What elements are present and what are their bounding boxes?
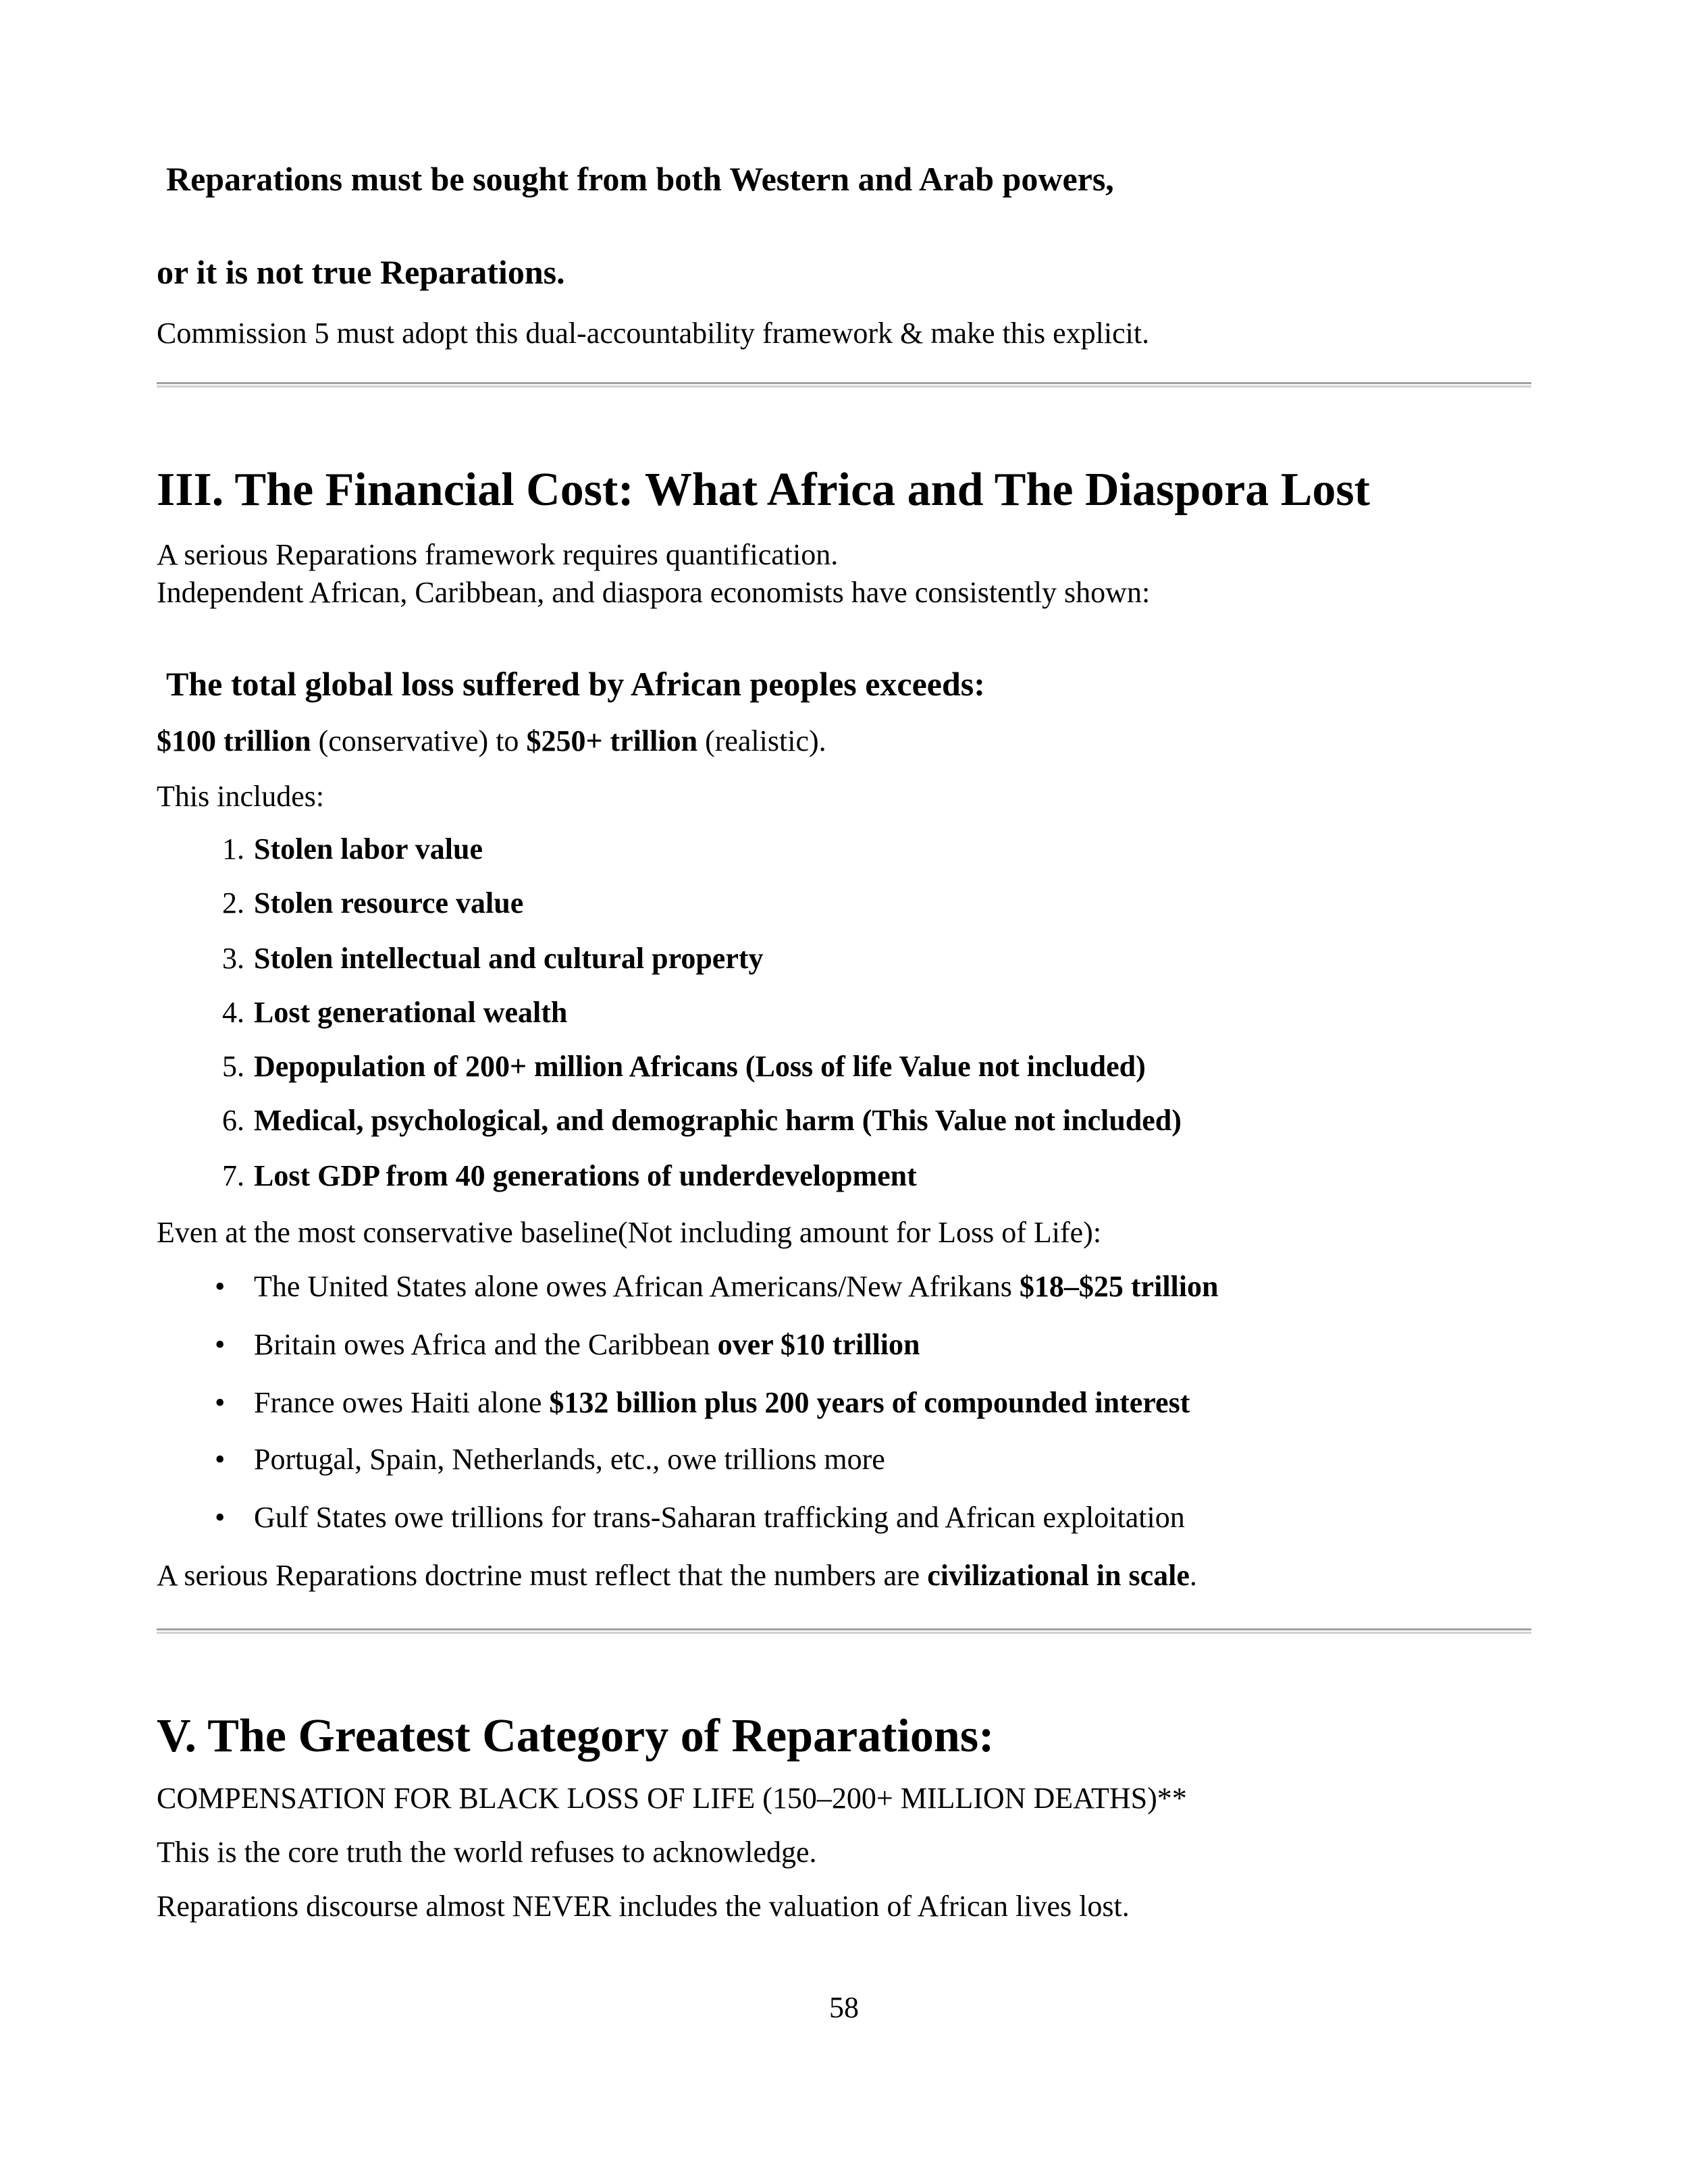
bullet-text: [254, 1269, 1218, 1304]
loss-range-low-label: (conservative) to: [311, 724, 527, 757]
section3-para1: A serious Reparations framework requires quantification.: [157, 538, 839, 571]
closing-statement: [157, 1558, 1197, 1593]
intro-note: Commission 5 must adopt this dual-accountability framework & make this explicit.: [157, 317, 1150, 350]
baseline-label: Even at the most conservative baseline(Not including amount for Loss of Life):: [157, 1216, 1102, 1249]
list-item-text: Stolen labor value: [254, 832, 483, 865]
list-number: 1.: [222, 832, 244, 865]
bullet-text-bold: over $10 trillion: [717, 1328, 920, 1361]
bullet-text-plain: Gulf States owe trillions for trans-Saharan trafficking and African exploitation: [254, 1501, 1185, 1534]
intro-heading-line2: or it is not true Reparations.: [157, 253, 565, 291]
list-item-text: Lost generational wealth: [254, 996, 568, 1029]
bullet-text-plain: France owes Haiti alone: [254, 1386, 550, 1419]
bullet-text-bold: $18–$25 trillion: [1019, 1270, 1219, 1303]
list-number: 2.: [222, 886, 244, 920]
list-item-text: Depopulation of 200+ million Africans (Loss of life Value not included): [254, 1050, 1146, 1083]
section3-title: III. The Financial Cost: What Africa and The Diaspora Lost: [157, 464, 1370, 516]
bullet-text: [254, 1385, 1190, 1420]
bullet-text-plain: Portugal, Spain, Netherlands, etc., owe trillions more: [254, 1443, 885, 1476]
loss-range-low-value: $100 trillion: [157, 724, 311, 757]
bullet-icon: •: [215, 1386, 226, 1419]
list-number: 3.: [222, 942, 244, 975]
bullet-text-bold: $132 billion plus 200 years of compounded interest: [549, 1386, 1190, 1419]
section5-line3: Reparations discourse almost NEVER includes the valuation of African lives lost.: [157, 1890, 1130, 1923]
section-divider: [157, 382, 1531, 388]
list-item-text: Stolen intellectual and cultural property: [254, 942, 764, 975]
list-number: 5.: [222, 1050, 244, 1083]
list-number: 6.: [222, 1104, 244, 1137]
bullet-text: [254, 1327, 920, 1362]
bullet-text: [254, 1500, 1185, 1535]
includes-label: This includes:: [157, 780, 325, 813]
bullet-icon: •: [215, 1270, 226, 1303]
closing-end: .: [1189, 1559, 1197, 1592]
section5-line1: COMPENSATION FOR BLACK LOSS OF LIFE (150–200+ MILLION DEATHS)**: [157, 1782, 1187, 1815]
section5-title: V. The Greatest Category of Reparations:: [157, 1710, 995, 1762]
section-divider: [157, 1628, 1531, 1634]
bullet-icon: •: [215, 1443, 226, 1476]
loss-range: [157, 724, 826, 758]
closing-plain: A serious Reparations doctrine must reflect that the numbers are: [157, 1559, 928, 1592]
bullet-icon: •: [215, 1501, 226, 1534]
page-number: 58: [829, 1991, 859, 2024]
intro-heading-line1: Reparations must be sought from both Western and Arab powers,: [166, 160, 1114, 198]
bullet-text-plain: The United States alone owes African Americans/New Afrikans: [254, 1270, 1020, 1303]
list-item-text: Medical, psychological, and demographic harm (This Value not included): [254, 1104, 1182, 1137]
section3-para2: Independent African, Caribbean, and diaspora economists have consistently shown:: [157, 576, 1151, 609]
bullet-text-plain: Britain owes Africa and the Caribbean: [254, 1328, 718, 1361]
list-item-text: Stolen resource value: [254, 886, 524, 920]
closing-bold: civilizational in scale: [927, 1559, 1190, 1592]
loss-range-high-label: (realistic).: [697, 724, 826, 757]
list-number: 7.: [222, 1159, 244, 1192]
list-number: 4.: [222, 996, 244, 1029]
section3-subheading: The total global loss suffered by African peoples exceeds:: [166, 665, 985, 703]
section5-line2: This is the core truth the world refuses to acknowledge.: [157, 1836, 817, 1869]
list-item-text: Lost GDP from 40 generations of underdevelopment: [254, 1159, 917, 1192]
bullet-icon: •: [215, 1328, 226, 1361]
loss-range-high-value: $250+ trillion: [526, 724, 698, 757]
bullet-text: [254, 1442, 885, 1476]
